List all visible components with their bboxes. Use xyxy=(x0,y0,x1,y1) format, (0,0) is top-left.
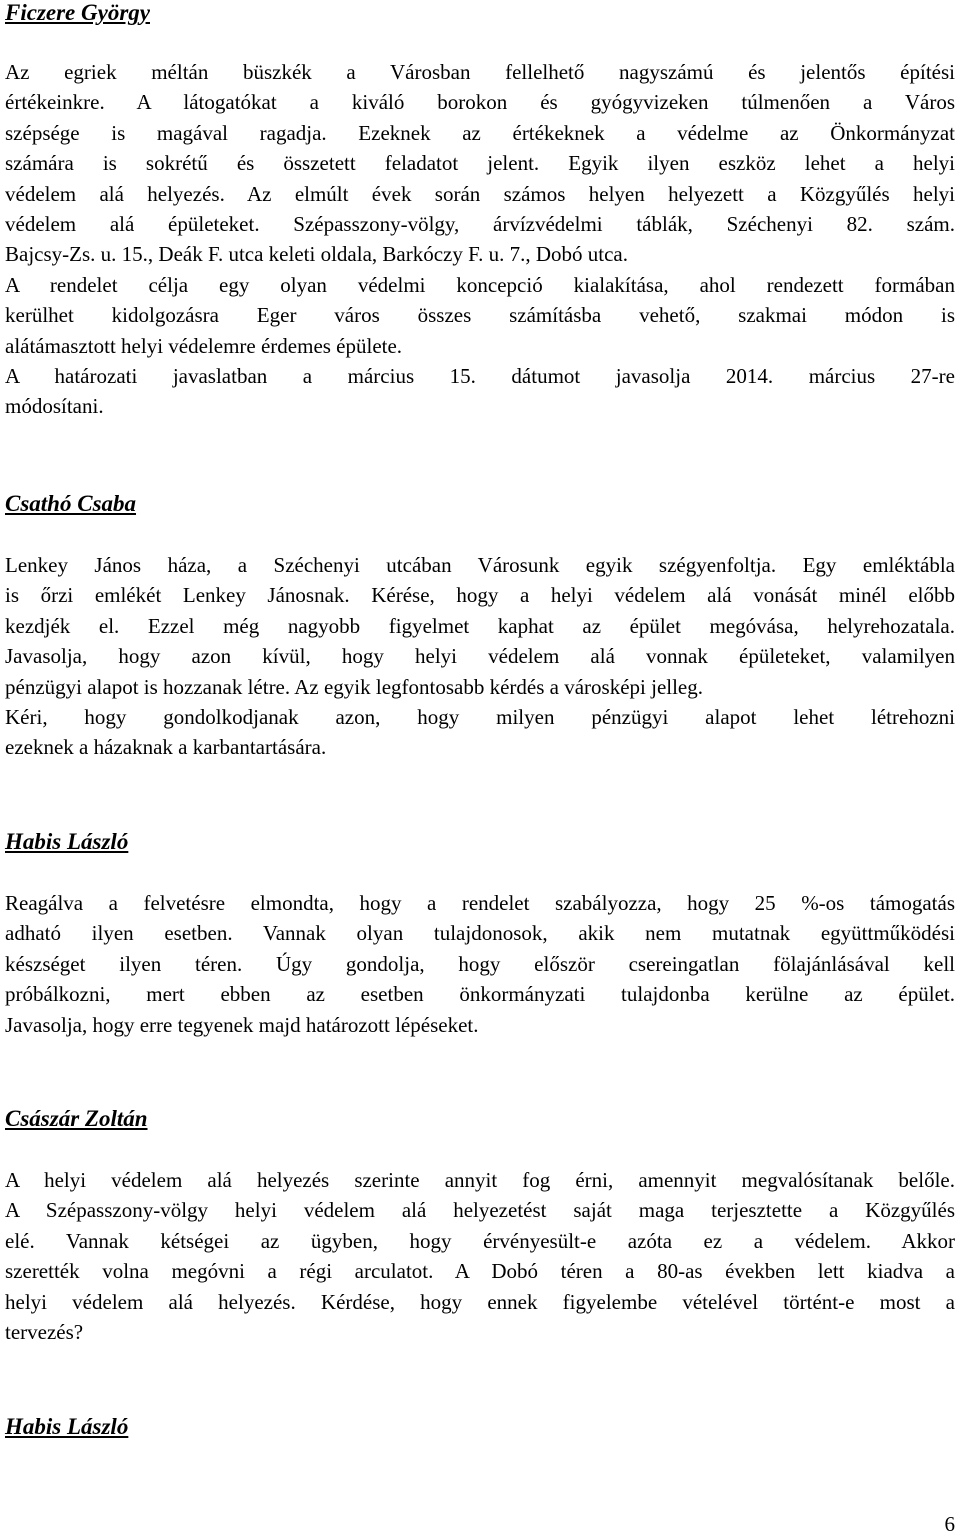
text-line: Az egriek méltán büszkék a Városban fellelhető nagyszámú és jelentős építési xyxy=(5,60,955,84)
text-line: Bajcsy-Zs. u. 15., Deák F. utca keleti oldala, Barkóczy F. u. 7., Dobó utca. xyxy=(5,242,628,267)
speaker-heading: Ficzere György xyxy=(5,0,150,25)
text-line: ezeknek a házaknak a karbantartására. xyxy=(5,735,327,760)
text-line: kerülhet kidolgozásra Eger város összes számításba vehető, szakmai módon is xyxy=(5,303,955,328)
paragraph xyxy=(5,888,955,1040)
text-line: védelem alá épületeket. Szépasszony-völgy, árvízvédelmi táblák, Széchenyi 82. szám. xyxy=(5,212,955,237)
text-line: elé. Vannak kétségei az ügyben, hogy érvényesült-e azóta ez a védelem. Akkor xyxy=(5,1228,955,1253)
paragraph xyxy=(5,550,955,763)
text-line: szerették volna megóvni a régi arculatot. A Dobó téren a 80-as években lett kiadva a xyxy=(5,1259,955,1284)
text-line: Reagálva a felvetésre elmondta, hogy a rendelet szabályozza, hogy 25 %-os támogatás xyxy=(5,891,955,915)
text-line: Lenkey János háza, a Széchenyi utcában Városunk egyik szégyenfoltja. Egy emléktábla xyxy=(5,553,955,577)
text-line: helyi védelem alá helyezés. Kérdése, hogy ennek figyelembe vételével történt-e most a xyxy=(5,1289,955,1314)
speaker-heading: Császár Zoltán xyxy=(5,1106,148,1131)
text-line: védelem alá helyezés. Az elmúlt évek során számos helyen helyezett a Közgyűlés helyi xyxy=(5,181,955,206)
text-line: A határozati javaslatban a március 15. dátumot javasolja 2014. március 27-re xyxy=(5,364,955,389)
text-line: próbálkozni, mert ebben az esetben önkormányzati tulajdonba kerülne az épület. xyxy=(5,982,955,1007)
page-number: 6 xyxy=(944,1512,955,1536)
text-line: A rendelet célja egy olyan védelmi koncepció kialakítása, ahol rendezett formában xyxy=(5,272,955,297)
text-line: Javasolja, hogy erre tegyenek majd határozott lépéseket. xyxy=(5,1012,479,1037)
paragraph xyxy=(5,1165,955,1347)
text-line: A Szépasszony-völgy helyi védelem alá helyezetést saját maga terjesztette a Közgyűlés xyxy=(5,1198,955,1223)
text-line: kezdjék el. Ezzel még nagyobb figyelmet kaphat az épület megóvása, helyrehozatala. xyxy=(5,613,955,638)
speaker-heading: Habis László xyxy=(5,1414,129,1439)
text-line: készséget ilyen téren. Úgy gondolja, hogy először csereingatlan fölajánlásával kell xyxy=(5,951,955,976)
text-line: pénzügyi alapot is hozzanak létre. Az egyik legfontosabb kérdés a városképi jelleg. xyxy=(5,674,704,699)
text-line: alátámasztott helyi védelemre érdemes épülete. xyxy=(5,333,403,358)
text-line: módosítani. xyxy=(5,394,104,419)
text-line: számára is sokrétű és összetett feladatot jelent. Egyik ilyen eszköz lehet a helyi xyxy=(5,151,955,176)
paragraph xyxy=(5,57,955,422)
text-line: értékeinkre. A látogatókat a kiváló borokon és gyógyvizeken túlmenően a Város xyxy=(5,90,955,115)
text-line: adható ilyen esetben. Vannak olyan tulajdonosok, akik nem mutatnak együttműködési xyxy=(5,921,955,946)
text-line: Javasolja, hogy azon kívül, hogy helyi védelem alá vonnak épületeket, valamilyen xyxy=(5,644,955,669)
text-line: tervezés? xyxy=(5,1320,84,1345)
speaker-heading: Csathó Csaba xyxy=(5,491,137,516)
text-line: A helyi védelem alá helyezés szerinte annyit fog érni, amennyit megvalósítanak belőle. xyxy=(5,1168,955,1192)
speaker-heading: Habis László xyxy=(5,829,129,854)
text-line: szépsége is magával ragadja. Ezeknek az értékeknek a védelme az Önkormányzat xyxy=(5,120,955,145)
text-line: Kéri, hogy gondolkodjanak azon, hogy milyen pénzügyi alapot lehet létrehozni xyxy=(5,705,955,730)
text-line: is őrzi emlékét Lenkey Jánosnak. Kérése, hogy a helyi védelem alá vonását minél előbb xyxy=(5,583,955,608)
